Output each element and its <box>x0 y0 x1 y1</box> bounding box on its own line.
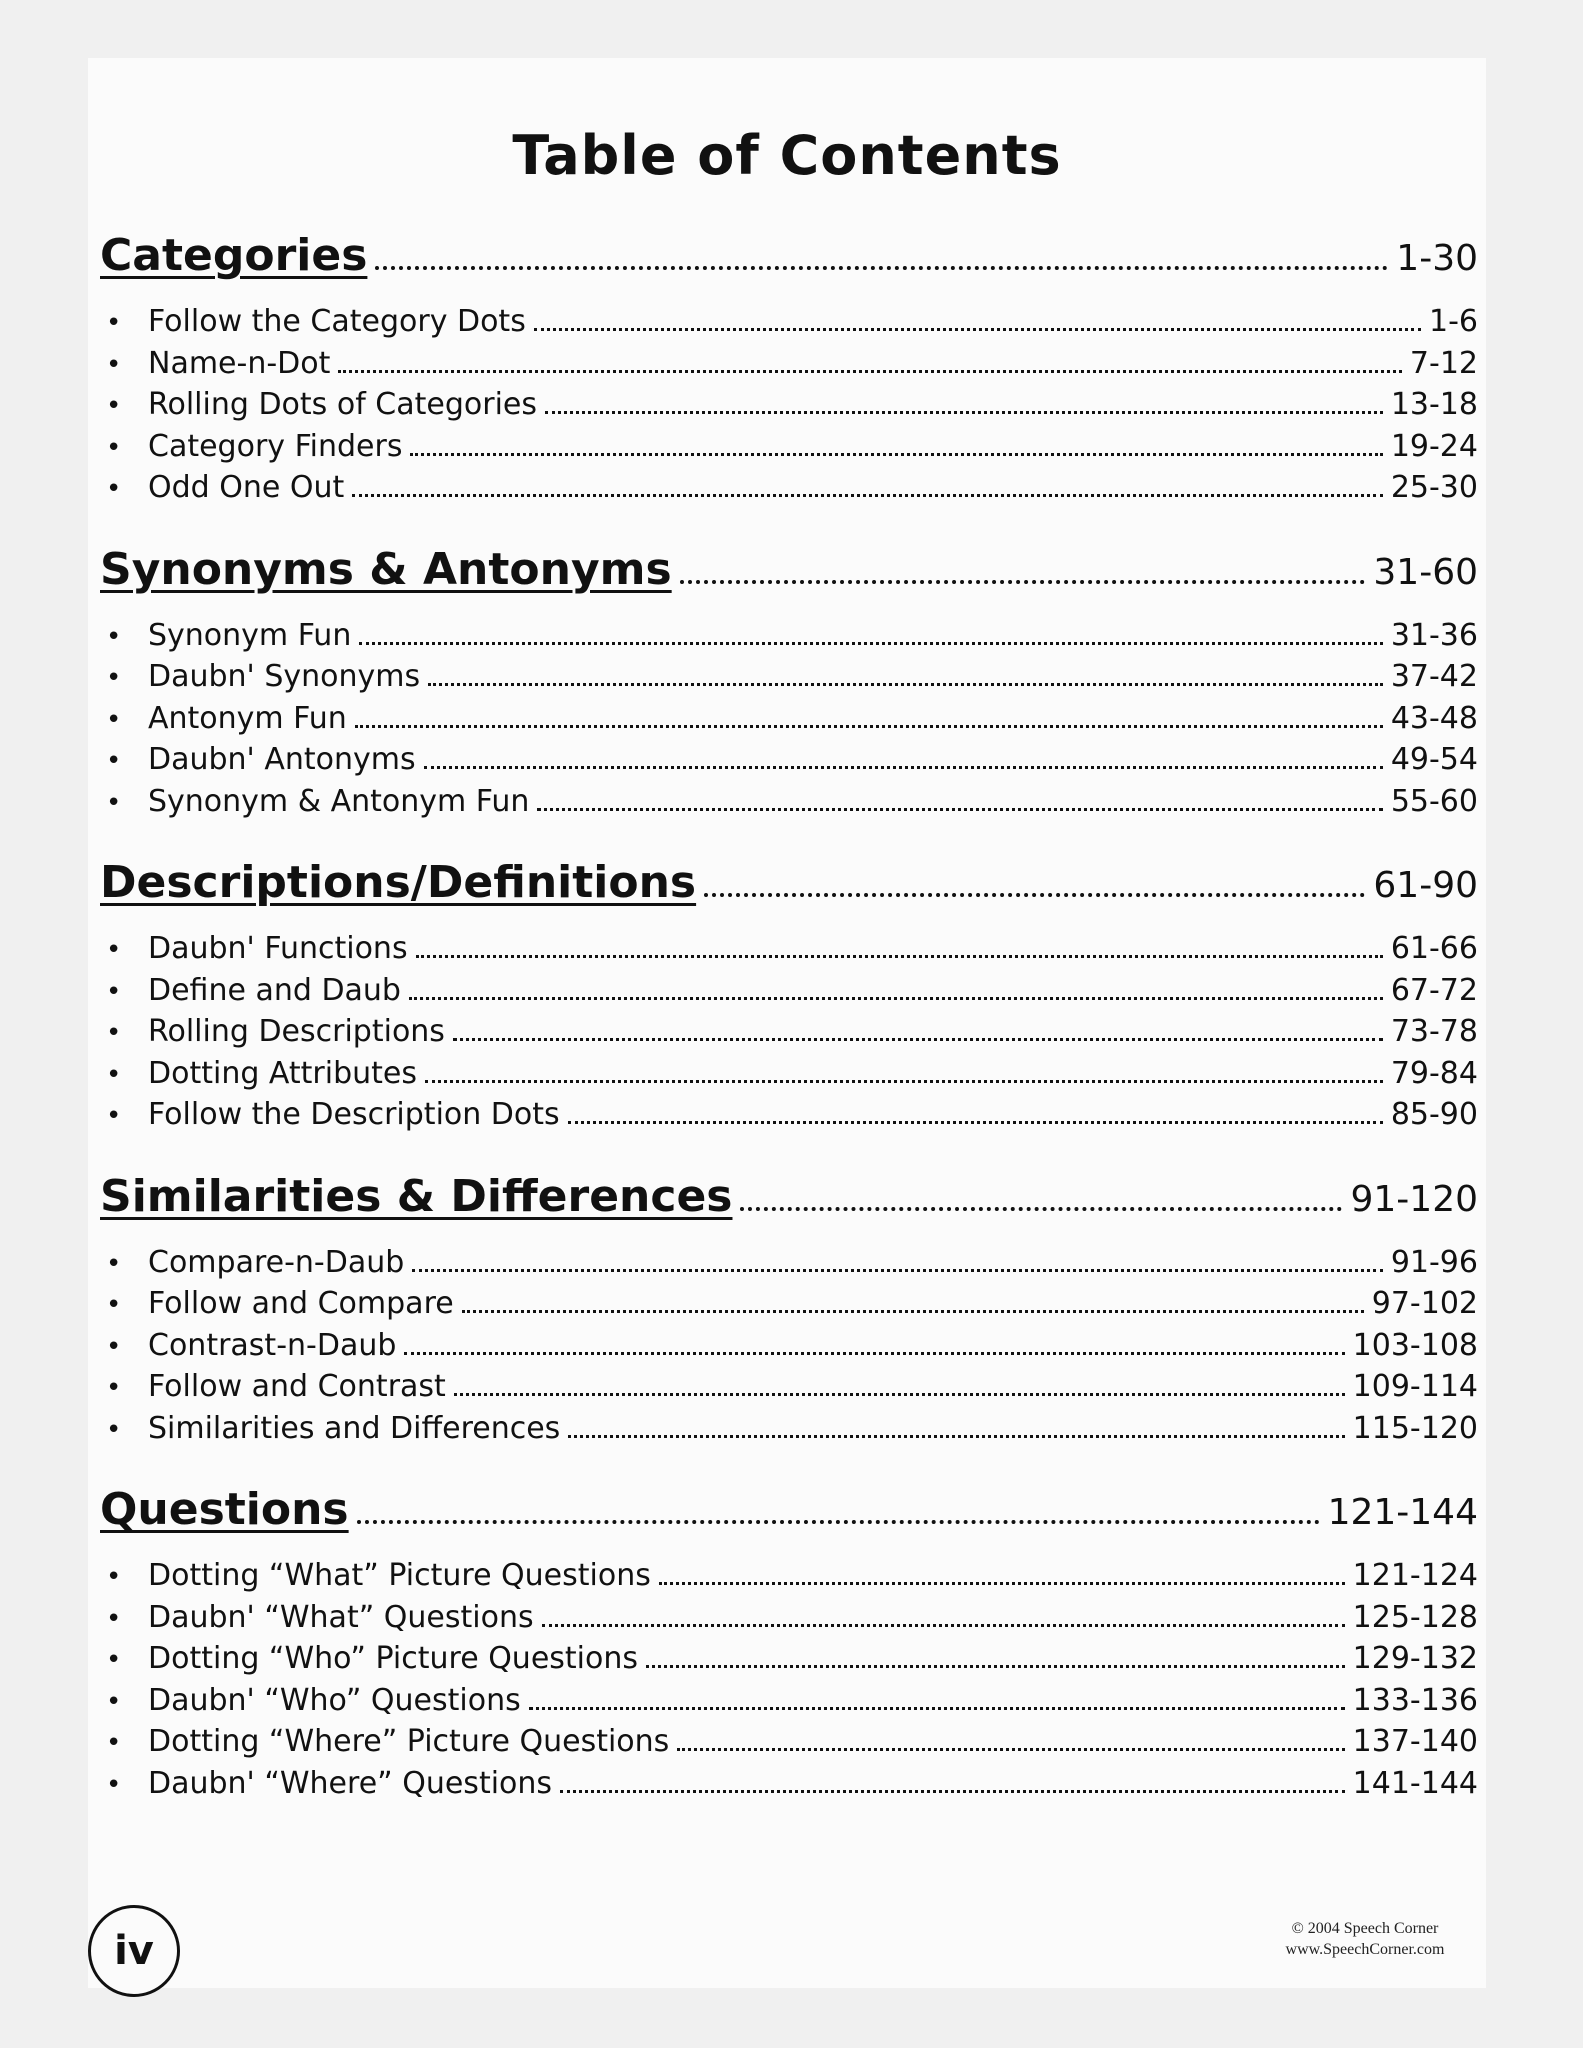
toc-entry[interactable] <box>100 784 1478 826</box>
entry-page-range: 37-42 <box>1390 659 1478 694</box>
entry-page-range: 91-96 <box>1390 1244 1478 1280</box>
bullet-icon: • <box>106 621 122 652</box>
dot-leader <box>454 1393 1345 1396</box>
bullet-icon: • <box>106 976 122 1007</box>
entry-title: Similarities and Differences <box>148 1410 561 1446</box>
entry-title: Dotting Attributes <box>148 1055 418 1091</box>
section-page-range: 31-60 <box>1373 551 1478 593</box>
toc-entry[interactable] <box>100 429 1478 471</box>
entry-page-range: 133-136 <box>1352 1682 1478 1718</box>
entry-page-range: 85-90 <box>1390 1097 1478 1132</box>
copyright-line: © 2004 Speech Corner <box>1291 1920 1439 1937</box>
entry-title: Define and Daub <box>148 972 401 1008</box>
entry-page-range: 125-128 <box>1352 1599 1478 1635</box>
entry-page-range: 55-60 <box>1390 783 1478 819</box>
toc-entry[interactable] <box>100 742 1478 784</box>
bullet-icon: • <box>106 474 122 504</box>
dot-leader <box>357 1520 1320 1524</box>
dot-leader <box>359 642 1382 645</box>
bullet-icon: • <box>106 787 122 818</box>
section-title: Categories <box>100 230 368 281</box>
section-title: Descriptions/Definitions <box>100 857 697 908</box>
entry-page-range: 49-54 <box>1390 742 1478 777</box>
section-item-list <box>100 931 1478 1139</box>
toc-entry[interactable] <box>100 1600 1478 1642</box>
dot-leader <box>740 1207 1342 1211</box>
section-item-list <box>100 304 1478 512</box>
toc-entry[interactable] <box>100 1369 1478 1411</box>
dot-leader <box>534 328 1421 331</box>
bullet-icon: • <box>106 1603 122 1634</box>
section-heading[interactable] <box>100 544 1478 614</box>
dot-leader <box>352 494 1383 497</box>
website-line: www.SpeechCorner.com <box>1285 1941 1445 1958</box>
dot-leader <box>646 1665 1345 1668</box>
dot-leader <box>428 683 1383 686</box>
entry-page-range: 13-18 <box>1390 387 1478 422</box>
entry-title: Follow the Description Dots <box>148 1097 560 1132</box>
dot-leader <box>704 893 1365 897</box>
bullet-icon: • <box>106 1290 122 1320</box>
entry-title: Category Finders <box>148 428 403 464</box>
table-of-contents <box>100 230 1478 1839</box>
dot-leader <box>462 1310 1364 1313</box>
dot-leader <box>453 1038 1383 1041</box>
toc-entry[interactable] <box>100 1724 1478 1766</box>
bullet-icon: • <box>106 1018 122 1048</box>
entry-title: Daubn' Antonyms <box>148 742 416 777</box>
dot-leader <box>568 1435 1344 1438</box>
document-page <box>88 58 1486 1988</box>
section-item-list <box>100 618 1478 826</box>
section-page-range: 121-144 <box>1327 1492 1478 1533</box>
toc-entry[interactable] <box>100 1411 1478 1453</box>
section-heading[interactable] <box>100 857 1478 927</box>
bullet-icon: • <box>106 1373 122 1403</box>
entry-page-range: 137-140 <box>1352 1724 1478 1759</box>
toc-entry[interactable] <box>100 304 1478 346</box>
section-title: Synonyms & Antonyms <box>100 543 672 595</box>
section-heading[interactable] <box>100 1171 1478 1241</box>
entry-title: Odd One Out <box>148 470 345 505</box>
entry-title: Dotting “Where” Picture Questions <box>148 1724 670 1759</box>
section-title: Questions <box>100 1484 349 1535</box>
toc-entry[interactable] <box>100 701 1478 743</box>
entry-title: Follow the Category Dots <box>148 304 526 339</box>
toc-section <box>100 230 1478 512</box>
entry-page-range: 121-124 <box>1352 1558 1478 1593</box>
entry-page-range: 109-114 <box>1352 1369 1478 1404</box>
section-page-range: 91-120 <box>1350 1178 1478 1220</box>
toc-section <box>100 857 1478 1139</box>
bullet-icon: • <box>106 704 122 735</box>
entry-page-range: 7-12 <box>1409 345 1478 381</box>
toc-entry[interactable] <box>100 346 1478 388</box>
toc-entry[interactable] <box>100 470 1478 512</box>
section-item-list <box>100 1245 1478 1453</box>
entry-page-range: 61-66 <box>1390 931 1478 966</box>
toc-entry[interactable] <box>100 659 1478 701</box>
entry-title: Daubn' Synonyms <box>148 659 421 694</box>
page-number-badge: iv <box>88 1905 180 1997</box>
toc-entry[interactable] <box>100 1286 1478 1328</box>
entry-page-range: 25-30 <box>1390 470 1478 505</box>
entry-page-range: 79-84 <box>1390 1055 1478 1091</box>
bullet-icon: • <box>106 1562 122 1592</box>
entry-page-range: 73-78 <box>1390 1014 1478 1049</box>
dot-leader <box>560 1790 1345 1793</box>
toc-entry[interactable] <box>100 973 1478 1015</box>
section-item-list <box>100 1558 1478 1807</box>
toc-entry[interactable] <box>100 1683 1478 1725</box>
entry-title: Rolling Descriptions <box>148 1014 445 1049</box>
entry-page-range: 115-120 <box>1352 1410 1478 1446</box>
entry-page-range: 1-6 <box>1429 304 1478 339</box>
toc-section <box>100 1171 1478 1453</box>
bullet-icon: • <box>106 1331 122 1362</box>
entry-title: Follow and Contrast <box>148 1369 446 1404</box>
toc-entry[interactable] <box>100 1641 1478 1683</box>
entry-title: Compare-n-Daub <box>148 1244 405 1280</box>
toc-entry[interactable] <box>100 1558 1478 1600</box>
bullet-icon: • <box>106 1686 122 1717</box>
section-title: Similarities & Differences <box>100 1170 733 1222</box>
entry-title: Synonym & Antonym Fun <box>148 783 530 819</box>
entry-page-range: 19-24 <box>1390 428 1478 464</box>
entry-title: Daubn' “Who” Questions <box>148 1682 521 1718</box>
toc-entry[interactable] <box>100 1014 1478 1056</box>
entry-page-range: 141-144 <box>1352 1765 1478 1801</box>
bullet-icon: • <box>106 935 122 965</box>
section-page-range: 1-30 <box>1396 238 1478 279</box>
dot-leader <box>680 580 1366 584</box>
toc-section <box>100 1484 1478 1807</box>
entry-page-range: 129-132 <box>1352 1641 1478 1676</box>
toc-entry[interactable] <box>100 618 1478 660</box>
entry-title: Daubn' Functions <box>148 931 408 966</box>
toc-entry[interactable] <box>100 1097 1478 1139</box>
dot-leader <box>677 1748 1344 1751</box>
dot-leader <box>412 1269 1383 1272</box>
dot-leader <box>529 1707 1345 1710</box>
entry-title: Name-n-Dot <box>148 345 331 381</box>
bullet-icon: • <box>106 663 122 693</box>
entry-page-range: 67-72 <box>1390 972 1478 1008</box>
dot-leader <box>416 955 1383 958</box>
entry-title: Dotting “What” Picture Questions <box>148 1558 651 1593</box>
dot-leader <box>542 1624 1345 1627</box>
toc-entry[interactable] <box>100 387 1478 429</box>
section-page-range: 61-90 <box>1373 865 1478 906</box>
dot-leader <box>355 725 1383 728</box>
bullet-icon: • <box>106 1769 122 1800</box>
bullet-icon: • <box>106 746 122 776</box>
entry-title: Daubn' “What” Questions <box>148 1599 534 1635</box>
toc-section <box>100 544 1478 826</box>
dot-leader <box>425 1080 1383 1083</box>
section-heading[interactable] <box>100 230 1478 300</box>
bullet-icon: • <box>106 1101 122 1131</box>
dot-leader <box>545 411 1383 414</box>
dot-leader <box>568 1121 1383 1124</box>
dot-leader <box>375 266 1388 270</box>
copyright-notice <box>1250 1918 1480 1960</box>
entry-page-range: 97-102 <box>1371 1286 1478 1321</box>
bullet-icon: • <box>106 349 122 380</box>
entry-title: Daubn' “Where” Questions <box>148 1765 553 1801</box>
entry-title: Synonym Fun <box>148 617 352 653</box>
entry-title: Rolling Dots of Categories <box>148 387 537 422</box>
entry-title: Follow and Compare <box>148 1286 454 1321</box>
bullet-icon: • <box>106 1248 122 1279</box>
entry-title: Antonym Fun <box>148 700 347 736</box>
dot-leader <box>659 1582 1345 1585</box>
entry-title: Dotting “Who” Picture Questions <box>148 1641 639 1676</box>
entry-page-range: 43-48 <box>1390 700 1478 736</box>
toc-entry[interactable] <box>100 1328 1478 1370</box>
bullet-icon: • <box>106 1414 122 1445</box>
bullet-icon: • <box>106 1645 122 1675</box>
entry-page-range: 31-36 <box>1390 617 1478 653</box>
section-heading[interactable] <box>100 1484 1478 1554</box>
dot-leader <box>424 766 1383 769</box>
toc-entry[interactable] <box>100 1245 1478 1287</box>
entry-title: Contrast-n-Daub <box>148 1327 397 1363</box>
dot-leader <box>537 808 1382 811</box>
dot-leader <box>338 370 1402 373</box>
bullet-icon: • <box>106 1059 122 1090</box>
bullet-icon: • <box>106 391 122 421</box>
entry-page-range: 103-108 <box>1352 1327 1478 1363</box>
bullet-icon: • <box>106 1728 122 1758</box>
toc-entry[interactable] <box>100 1766 1478 1808</box>
dot-leader <box>410 453 1382 456</box>
bullet-icon: • <box>106 308 122 338</box>
page-title: Table of Contents <box>512 124 1062 187</box>
toc-entry[interactable] <box>100 1056 1478 1098</box>
bullet-icon: • <box>106 432 122 463</box>
toc-entry[interactable] <box>100 931 1478 973</box>
dot-leader <box>409 997 1383 1000</box>
dot-leader <box>404 1352 1344 1355</box>
